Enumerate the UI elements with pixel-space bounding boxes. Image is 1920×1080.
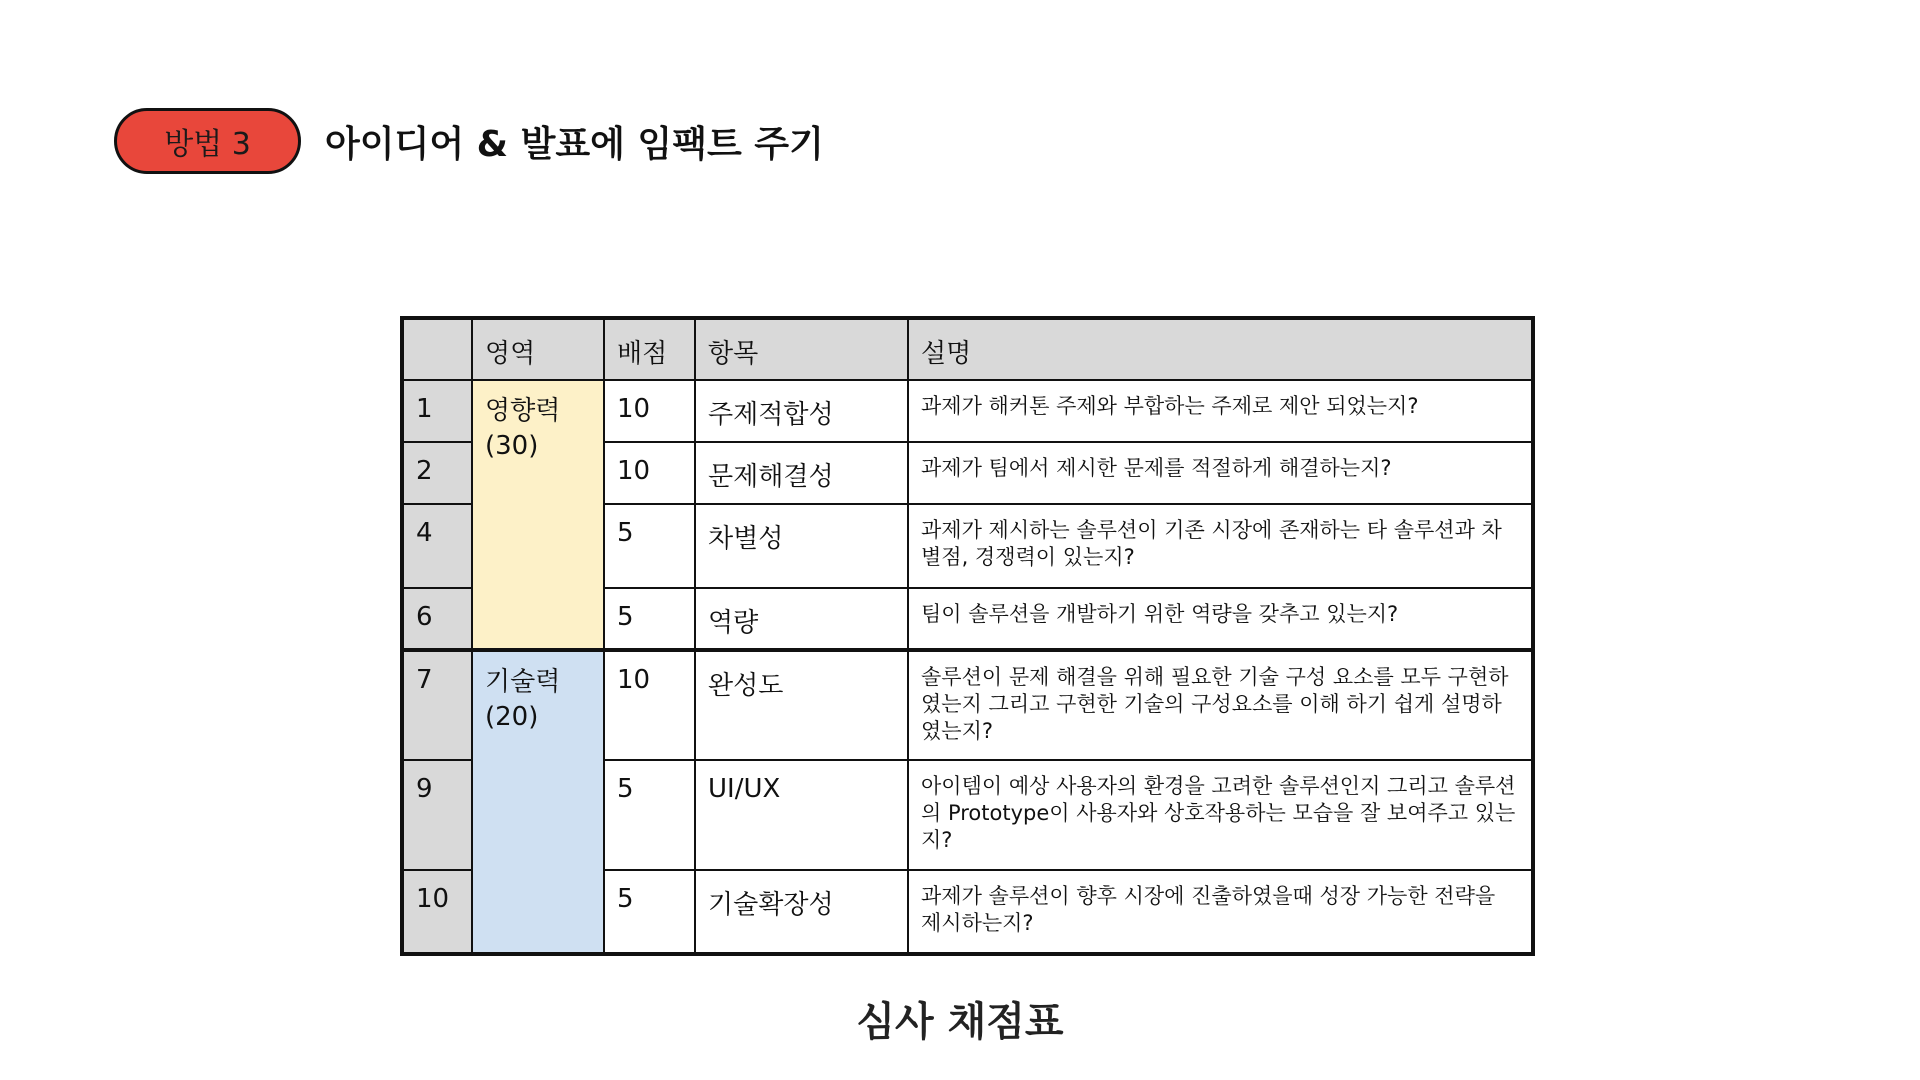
row-desc: 솔루션이 문제 해결을 위해 필요한 기술 구성 요소를 모두 구현하였는지 그리고 구현한 기술의 구성요소를 이해 하기 쉽게 설명하였는지? xyxy=(908,650,1533,760)
area-cell-impact xyxy=(472,380,604,650)
row-score: 5 xyxy=(604,588,695,650)
row-number: 7 xyxy=(402,650,472,760)
table-row xyxy=(402,380,1533,442)
row-score: 10 xyxy=(604,650,695,760)
row-number: 2 xyxy=(402,442,472,504)
header xyxy=(114,108,824,174)
row-item: UI/UX xyxy=(695,760,908,870)
area-cell-tech xyxy=(472,650,604,954)
row-desc: 과제가 솔루션이 향후 시장에 진출하였을때 성장 가능한 전략을 제시하는지? xyxy=(908,870,1533,954)
table-caption: 심사 채점표 xyxy=(856,999,1064,1045)
score-table xyxy=(400,316,1535,956)
area-points: (20) xyxy=(485,702,539,732)
table-row xyxy=(402,650,1533,760)
page-title: 아이디어 & 발표에 임팩트 주기 xyxy=(325,123,824,165)
column-header-desc: 설명 xyxy=(908,318,1533,380)
area-points: (30) xyxy=(485,431,539,461)
row-desc: 과제가 팀에서 제시한 문제를 적절하게 해결하는지? xyxy=(908,442,1533,504)
row-item: 차별성 xyxy=(695,504,908,588)
row-item: 문제해결성 xyxy=(695,442,908,504)
column-header-area: 영역 xyxy=(472,318,604,380)
area-label: 기술력 xyxy=(485,667,561,697)
row-number: 4 xyxy=(402,504,472,588)
table-header-row xyxy=(402,318,1533,380)
row-score: 5 xyxy=(604,504,695,588)
row-item: 역량 xyxy=(695,588,908,650)
area-label: 영향력 xyxy=(485,396,561,426)
column-header-score: 배점 xyxy=(604,318,695,380)
row-number: 10 xyxy=(402,870,472,954)
method-badge: 방법 3 xyxy=(114,108,301,174)
column-header-no xyxy=(402,318,472,380)
row-desc: 아이템이 예상 사용자의 환경을 고려한 솔루션인지 그리고 솔루션의 Prototype이 사용자와 상호작용하는 모습을 잘 보여주고 있는지? xyxy=(908,760,1533,870)
row-score: 10 xyxy=(604,380,695,442)
row-item: 기술확장성 xyxy=(695,870,908,954)
row-number: 9 xyxy=(402,760,472,870)
column-header-item: 항목 xyxy=(695,318,908,380)
row-score: 5 xyxy=(604,870,695,954)
row-number: 6 xyxy=(402,588,472,650)
row-item: 주제적합성 xyxy=(695,380,908,442)
row-desc: 과제가 해커톤 주제와 부합하는 주제로 제안 되었는지? xyxy=(908,380,1533,442)
row-item: 완성도 xyxy=(695,650,908,760)
row-number: 1 xyxy=(402,380,472,442)
row-desc: 과제가 제시하는 솔루션이 기존 시장에 존재하는 타 솔루션과 차별점, 경쟁력이 있는지? xyxy=(908,504,1533,588)
row-desc: 팀이 솔루션을 개발하기 위한 역량을 갖추고 있는지? xyxy=(908,588,1533,650)
row-score: 5 xyxy=(604,760,695,870)
row-score: 10 xyxy=(604,442,695,504)
